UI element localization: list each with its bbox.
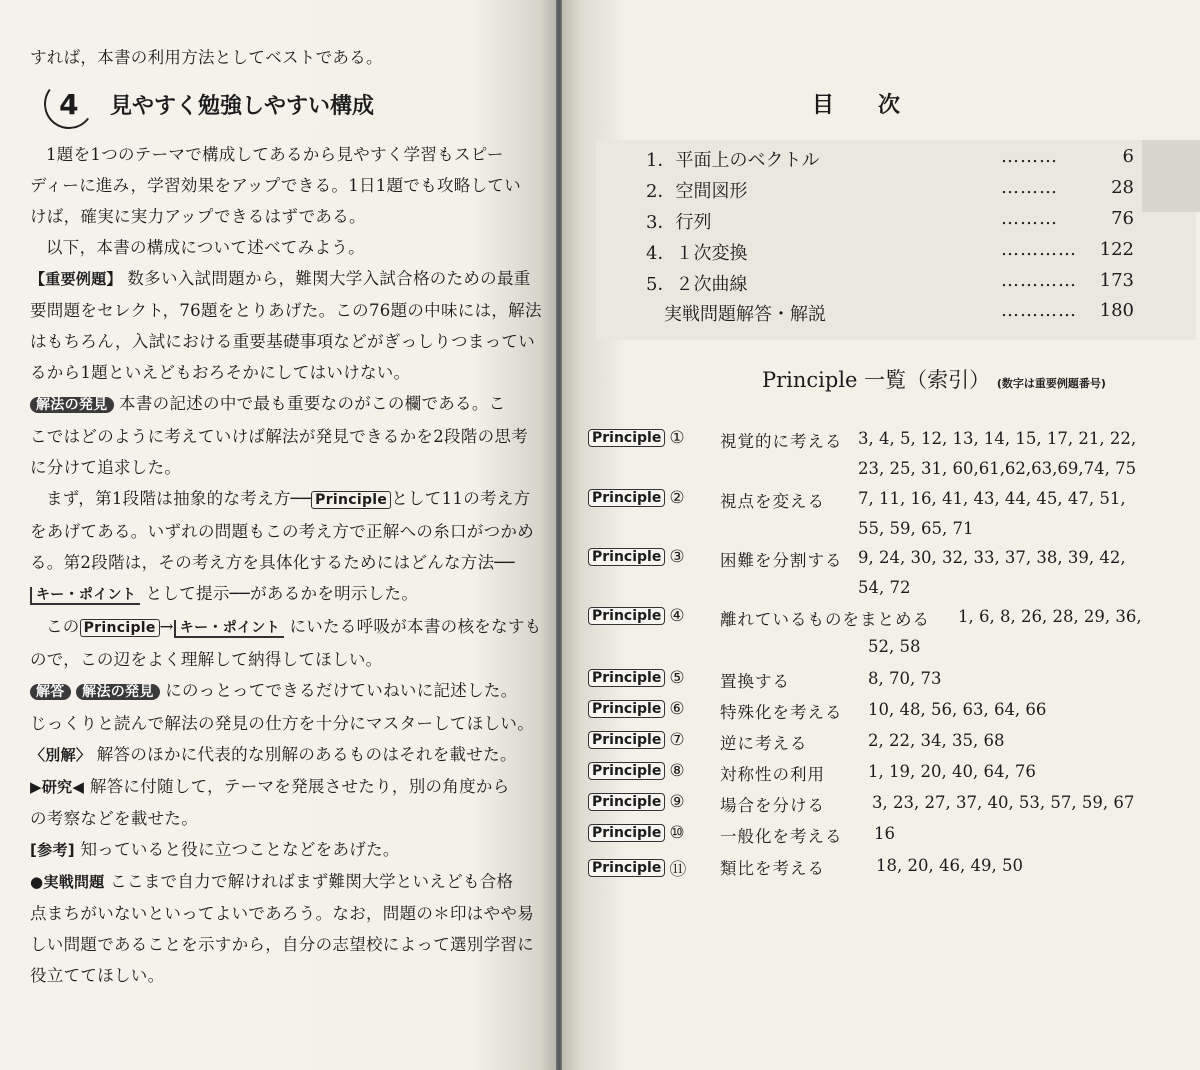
principle-badge (588, 668, 685, 688)
toc-label: 1．平面上のベクトル (646, 150, 820, 171)
text: Principle 一覧（索引） (762, 368, 991, 392)
paragraph-line: 役立ててほしい。 (30, 966, 165, 985)
toc-dots: ……… (1001, 146, 1058, 167)
text: 知っていると役に立つことなどをあげた。 (80, 840, 400, 859)
principle-box: Principle (588, 548, 665, 566)
principle-badge (588, 547, 685, 567)
text: 解答に付随して，テーマを発展させたり，別の角度から (89, 777, 510, 796)
principle-number: ⑪ (669, 860, 687, 880)
practice-line (30, 866, 540, 898)
toc-item (646, 177, 1134, 207)
paragraph-line: 要問題をセレクト，76題をとりあげた。この76題の中味には，解法 (30, 301, 542, 320)
principle-example-numbers: 1, 6, 8, 26, 28, 29, 36, (958, 607, 1142, 626)
step-line (30, 483, 540, 516)
principle-example-numbers: 9, 24, 30, 32, 33, 37, 38, 39, 42, (858, 548, 1126, 567)
text: として11の考え方 (391, 489, 531, 508)
principle-badge (588, 606, 685, 626)
principle-text: 類比を考える (720, 859, 825, 878)
principle-example-numbers: 54, 72 (858, 578, 911, 597)
answer-line (30, 675, 540, 708)
toc-title: 目次 (812, 93, 945, 118)
principle-number: ⑨ (669, 792, 685, 812)
principle-badge (588, 855, 686, 880)
discovery-line (30, 388, 540, 421)
paragraph-line: ので，この辺をよく理解して納得してほしい。 (30, 650, 383, 669)
core-line (30, 611, 540, 644)
principle-example-numbers: 16 (874, 824, 895, 843)
text: 数多い入試問題から，難関大学入試合格のための最重 (127, 269, 531, 288)
text: 本書の記述の中で最も重要なのがこの欄である。こ (119, 394, 506, 413)
toc-label: 4．１次変換 (646, 243, 748, 264)
text: にいたる呼吸が本書の核をなすも (289, 617, 542, 636)
principle-text: 困難を分割する (720, 551, 843, 570)
principle-number: ② (669, 488, 685, 508)
principle-example-numbers: 55, 59, 65, 71 (858, 519, 974, 538)
principle-box: Principle (588, 429, 665, 447)
text: ここまで自力で解ければまず難関大学といえども合格 (110, 872, 514, 891)
principle-text: 特殊化を考える (720, 703, 843, 722)
principle-example-numbers: 10, 48, 56, 63, 64, 66 (868, 700, 1047, 719)
section-title: 見やすく勉強しやすい構成 (110, 93, 375, 119)
principle-box: Principle (588, 824, 665, 842)
principle-example-numbers: 8, 70, 73 (868, 669, 942, 688)
practice-tag: ●実戦問題 (30, 873, 105, 891)
principle-number: ⑥ (669, 699, 685, 719)
text: まず，第1段階は抽象的な考え方── (46, 489, 312, 508)
toc-item (646, 270, 1134, 300)
principle-example-numbers: 18, 20, 46, 49, 50 (876, 856, 1023, 875)
text: 解答のほかに代表的な別解のあるものはそれを載せた。 (96, 745, 517, 764)
principle-number: ⑤ (669, 668, 685, 688)
toc-decoration (1142, 140, 1200, 212)
toc-item (646, 239, 1134, 269)
principle-index-title (762, 364, 1106, 394)
paragraph-line: るから1題といえどもおろそかにしてはいけない。 (30, 363, 411, 382)
toc-item (646, 300, 1134, 330)
paragraph-line: けば，確実に実力アップできるはずである。 (30, 207, 366, 226)
principle-number: ③ (669, 547, 685, 567)
principle-badge (588, 761, 685, 781)
paragraph-line: る。第2段階は，その考え方を具体化するためにはどんな方法── (30, 553, 515, 572)
reference-tag: [参考] (30, 841, 75, 859)
toc-label: 実戦問題解答・解説 (664, 304, 826, 325)
principle-text: 場合を分ける (720, 796, 825, 815)
principle-index-subtitle: (数字は重要例題番号) (996, 377, 1106, 390)
principle-badge (588, 488, 685, 508)
principle-number: ④ (669, 606, 685, 626)
principle-box: Principle (588, 700, 665, 718)
paragraph-line: に分けて追求した。 (30, 458, 182, 477)
principle-number: ⑩ (669, 823, 685, 843)
principle-text: 逆に考える (720, 734, 808, 753)
principle-text: 置換する (720, 672, 790, 691)
text: にのっとってできるだけていねいに記述した。 (165, 681, 518, 700)
toc-label: 5．２次曲線 (646, 274, 748, 295)
arrow-icon: → (159, 617, 174, 636)
toc-page: 76 (1111, 208, 1134, 229)
principle-number: ① (669, 428, 685, 448)
discovery-tag: 解法の発見 (30, 397, 114, 413)
paragraph-line: をあげてある。いずれの問題もこの考え方で正解への糸口がつかめ (30, 522, 534, 541)
principle-label: Principle (80, 619, 160, 637)
toc-label: 2．空間図形 (646, 181, 748, 202)
toc-label: 3．行列 (646, 212, 712, 233)
toc-item (646, 208, 1134, 238)
principle-label: Principle (311, 491, 391, 509)
toc-page: 28 (1111, 177, 1134, 198)
principle-example-numbers: 52, 58 (868, 637, 921, 656)
toc-dots: ………… (1001, 300, 1077, 321)
toc-item (646, 146, 1134, 176)
paragraph-line: 1題を1つのテーマで構成してあるから見やすく学習もスピー (46, 145, 504, 164)
principle-badge (588, 792, 685, 812)
principle-box: Principle (588, 859, 665, 877)
principle-box: Principle (588, 793, 665, 811)
alt-tag: 〈別解〉 (30, 746, 92, 764)
text: この (46, 617, 80, 636)
left-page (0, 0, 556, 1070)
key-point-label: キー・ポイント (30, 587, 140, 605)
principle-text: 視覚的に考える (720, 432, 843, 451)
text: として提示──があるかを明示した。 (145, 584, 419, 603)
principle-number: ⑧ (669, 761, 685, 781)
toc-dots: ……… (1001, 177, 1058, 198)
toc-page: 122 (1099, 239, 1134, 260)
toc-dots: ………… (1001, 239, 1077, 260)
reference-line (30, 834, 540, 866)
section-number-badge: 4 (41, 76, 97, 132)
toc-page: 173 (1099, 270, 1134, 291)
toc-dots: ……… (1001, 208, 1058, 229)
toc-page: 6 (1122, 146, 1134, 167)
paragraph-line: 点まちがいないといってよいであろう。なお，問題の＊印はやや易 (30, 904, 534, 923)
principle-badge (588, 823, 685, 843)
principle-number: ⑦ (669, 730, 685, 750)
important-example-tag: 【重要例題】 (30, 270, 122, 288)
principle-text: 視点を変える (720, 492, 825, 511)
paragraph-line: はもちろん，入試における重要基礎事項などがぎっしりつまってい (30, 332, 535, 351)
principle-example-numbers: 7, 11, 16, 41, 43, 44, 45, 47, 51, (858, 489, 1126, 508)
principle-example-numbers: 3, 23, 27, 37, 40, 53, 57, 59, 67 (872, 793, 1135, 812)
principle-box: Principle (588, 607, 665, 625)
principle-box: Principle (588, 762, 665, 780)
paragraph-line: しい問題であることを示すから，自分の志望校によって選別学習に (30, 935, 534, 954)
principle-box: Principle (588, 669, 665, 687)
key-point-line (30, 578, 540, 611)
key-point-label: キー・ポイント (174, 620, 284, 638)
research-tag: ▶研究◀ (30, 778, 85, 796)
paragraph-line: こではどのように考えていけば解法が発見できるかを2段階の思考 (30, 427, 528, 446)
intro-line: すれば，本書の利用方法としてベストである。 (30, 48, 383, 67)
principle-box: Principle (588, 489, 665, 507)
paragraph-line: 以下，本書の構成について述べてみよう。 (46, 238, 365, 257)
paragraph-line: ディーに進み，学習効果をアップできる。1日1題でも攻略してい (30, 176, 522, 195)
principle-box: Principle (588, 731, 665, 749)
right-page (562, 0, 1200, 1070)
principle-text: 一般化を考える (720, 827, 843, 846)
important-example-line (30, 263, 540, 295)
alt-line (30, 739, 540, 771)
toc-dots: ………… (1001, 270, 1077, 291)
principle-badge (588, 730, 685, 750)
principle-text: 対称性の利用 (720, 765, 825, 784)
principle-example-numbers: 2, 22, 34, 35, 68 (868, 731, 1005, 750)
principle-example-numbers: 23, 25, 31, 60,61,62,63,69,74, 75 (858, 459, 1137, 478)
research-line (30, 771, 540, 803)
answer-tag: 解答 (30, 684, 71, 700)
principle-badge (588, 428, 685, 448)
discovery-tag: 解法の発見 (76, 684, 160, 700)
section-heading (30, 73, 540, 135)
paragraph-line: じっくりと読んで解法の発見の仕方を十分にマスターしてほしい。 (30, 714, 534, 733)
principle-badge (588, 699, 685, 719)
principle-text: 離れているものをまとめる (720, 610, 930, 629)
principle-example-numbers: 3, 4, 5, 12, 13, 14, 15, 17, 21, 22, (858, 429, 1137, 448)
principle-example-numbers: 1, 19, 20, 40, 64, 76 (868, 762, 1036, 781)
paragraph-line: の考察などを載せた。 (30, 809, 198, 828)
toc-page: 180 (1099, 300, 1134, 321)
